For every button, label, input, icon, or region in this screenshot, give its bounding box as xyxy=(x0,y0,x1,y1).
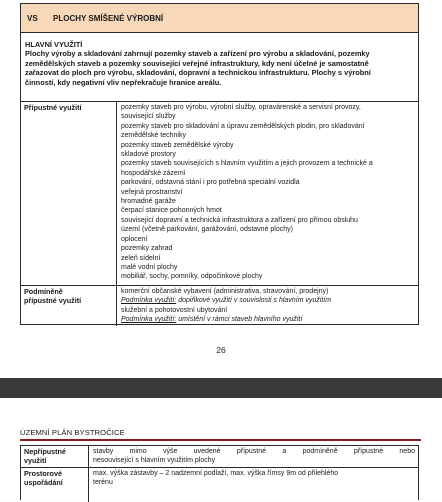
condition-label: Podmínka využití: xyxy=(121,316,177,324)
area-title: PLOCHY SMÍŠENÉ VÝROBNÍ xyxy=(53,14,164,23)
conditional-use-list xyxy=(121,287,415,325)
list-item: oplocení xyxy=(121,235,148,243)
condition-label: Podmínka využití: xyxy=(121,297,177,305)
main-use-line: Plochy výroby a skladování zahrnují pozemky staveb a zařízení pro výrobu a skladování, pozemky xyxy=(25,49,370,59)
list-item: hromadné garáže xyxy=(121,198,176,206)
row-label-line: Prostorové xyxy=(24,469,62,478)
list-item: zemědělské techniky xyxy=(121,132,186,140)
area-code: VS xyxy=(27,14,38,23)
list-item: veřejná prostranství xyxy=(121,188,183,196)
forbidden-use-row xyxy=(21,446,418,467)
list-item: pozemky zahrad xyxy=(121,245,173,253)
table-header xyxy=(21,4,418,33)
condition-text: dopiňkové využití v souvislosti s hlavním využitím xyxy=(176,297,332,305)
row-text xyxy=(93,447,415,465)
list-item: pozemky staveb pro výrobu, výrobní služby, opravárenské a servisní provozy, xyxy=(121,104,361,111)
page-number: 26 xyxy=(216,345,226,355)
list-item: hospodářské zázemí xyxy=(121,169,186,177)
list-item: komerční občanské vybavení (administrativa, stravování, prodejny) xyxy=(121,288,329,295)
list-item: parkování, odstavná stání i pro potřebná speciální vozidla xyxy=(121,179,300,187)
list-item: související služby xyxy=(121,113,176,121)
main-use-section xyxy=(21,40,418,99)
list-item: zeleň sídelní xyxy=(121,254,161,262)
row-text-line: max. výška zástavby – 2 nadzemní podlaží, max. výška římsy 9m od přilehlého xyxy=(93,470,339,477)
main-use-line: zemědělských staveb a pozemky související veřejné infrastruktury, kdy není účelné je samostatně xyxy=(25,58,369,68)
main-use-title: HLAVNÍ VYUŽITÍ xyxy=(25,40,83,49)
condition-note xyxy=(121,296,415,305)
list-item: území (včetně parkování, garážování, odstavné plochy) xyxy=(121,226,293,234)
title-rule xyxy=(20,439,421,441)
document-page-27 xyxy=(0,398,442,500)
permitted-use-label: Přípustné využití xyxy=(21,102,117,285)
list-item: malé vodní plochy xyxy=(121,263,178,271)
regulation-table xyxy=(20,3,419,325)
row-label xyxy=(21,468,89,502)
list-item: skladové prostory xyxy=(121,151,176,159)
running-title: ÚZEMNÍ PLÁN BYSTROČICE xyxy=(20,428,125,437)
row-text-line: nesouvisející s hlavním využitím plochy xyxy=(93,457,216,465)
conditional-use-label xyxy=(21,286,117,326)
row-text-line: terénu xyxy=(93,479,113,487)
list-item: mobiliář, sochy, pomníky, odpočinkové plochy xyxy=(121,273,263,281)
list-item: pozemky staveb souvisejících s hlavním využitím a jejich provozem a technické a xyxy=(121,160,373,168)
row-label-line: Nepřípustné xyxy=(24,447,66,456)
row-label-line: využití xyxy=(24,456,47,466)
condition-note xyxy=(121,315,415,324)
row-text xyxy=(93,469,415,487)
conditional-use-row xyxy=(21,285,418,326)
main-use-line: zařazovat do ploch pro výrobu, skladování, dopravní a technickou infrastrukturu. Plochy s výrobní xyxy=(25,68,371,78)
main-use-line: činností, kdy negativní vliv nepřekračuje hranice areálu. xyxy=(25,77,222,87)
list-item: související dopravní a technická infrastruktura a zařízení pro přímou obsluhu xyxy=(121,216,358,224)
row-label-line: uspořádání xyxy=(24,478,63,488)
list-item: služební a pohotovostní ubytování xyxy=(121,306,228,314)
list-item: čerpací stanice pohonných hmot xyxy=(121,207,222,215)
list-item: pozemky staveb zemědělské výroby xyxy=(121,141,234,149)
spatial-layout-row xyxy=(21,467,418,502)
row-label xyxy=(21,446,89,467)
conditional-label-line: přípustné využití xyxy=(24,296,82,306)
permitted-use-list xyxy=(121,103,415,282)
row-text-line: stavby mimo výše uvedené přípustné a podmíněně přípustné nebo xyxy=(93,448,415,455)
regulation-table-continued xyxy=(20,445,419,500)
list-item: pozemky staveb pro skladování a úpravu zemědělských plodin, pro skladování xyxy=(121,122,365,130)
permitted-use-row xyxy=(21,101,418,285)
page-separator xyxy=(0,378,442,398)
conditional-label-line: Podmíněně xyxy=(24,287,63,296)
condition-text: umístění v rámci staveb hlavního využití xyxy=(176,316,303,324)
